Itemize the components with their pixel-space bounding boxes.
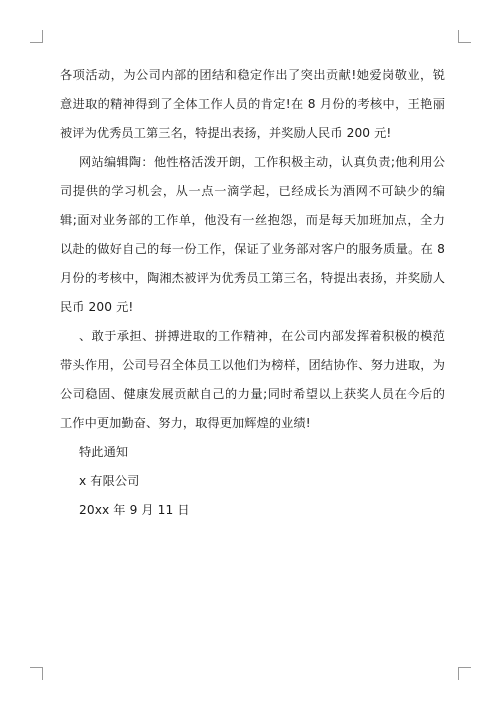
paragraph-tao-xiangjie: 网站编辑陶：他性格活泼开朗，工作积极主动，认真负责;他利用公司提供的学习机会，从一点一滴学起，已经成长为酒网不可缺少的编辑;面对业务部的工作单，他没有一丝抱怨，而是每天加班加点，全力以赴的做好自己的每一份工作，保证了业务部对客户的服务质量。在 8 月份的考核中，陶湘杰被评为优秀员工第三名，特提出表扬，并奖励人民币 200 元!	[60, 155, 445, 314]
paragraph-wang-yanli: 各项活动，为公司内部的团结和稳定作出了突出贡献!她爱岗敬业，锐意进取的精神得到了全体工作人员的肯定!在 8 月份的考核中，王艳丽被评为优秀员工第三名，特提出表扬，并奖励人民币 200 元!	[60, 68, 445, 140]
company-name: x 有限公司	[79, 474, 140, 488]
closing-notice: 特此通知	[79, 445, 129, 459]
document-date: 20xx 年 9 月 11 日	[79, 503, 190, 517]
crop-mark-bottom-right	[458, 667, 471, 680]
paragraph-summary: 、敢于承担、拼搏进取的工作精神，在公司内部发挥着积极的模范带头作用，公司号召全体员工以他们为榜样，团结协作、努力进取，为公司稳固、健康发展贡献自己的力量;同时希望以上获奖人员在今后的工作中更加勤奋、努力，取得更加辉煌的业绩!	[60, 329, 445, 430]
document-body	[60, 61, 445, 525]
crop-mark-bottom-left	[30, 667, 43, 680]
crop-mark-top-left	[30, 30, 43, 43]
crop-mark-top-right	[458, 30, 471, 43]
